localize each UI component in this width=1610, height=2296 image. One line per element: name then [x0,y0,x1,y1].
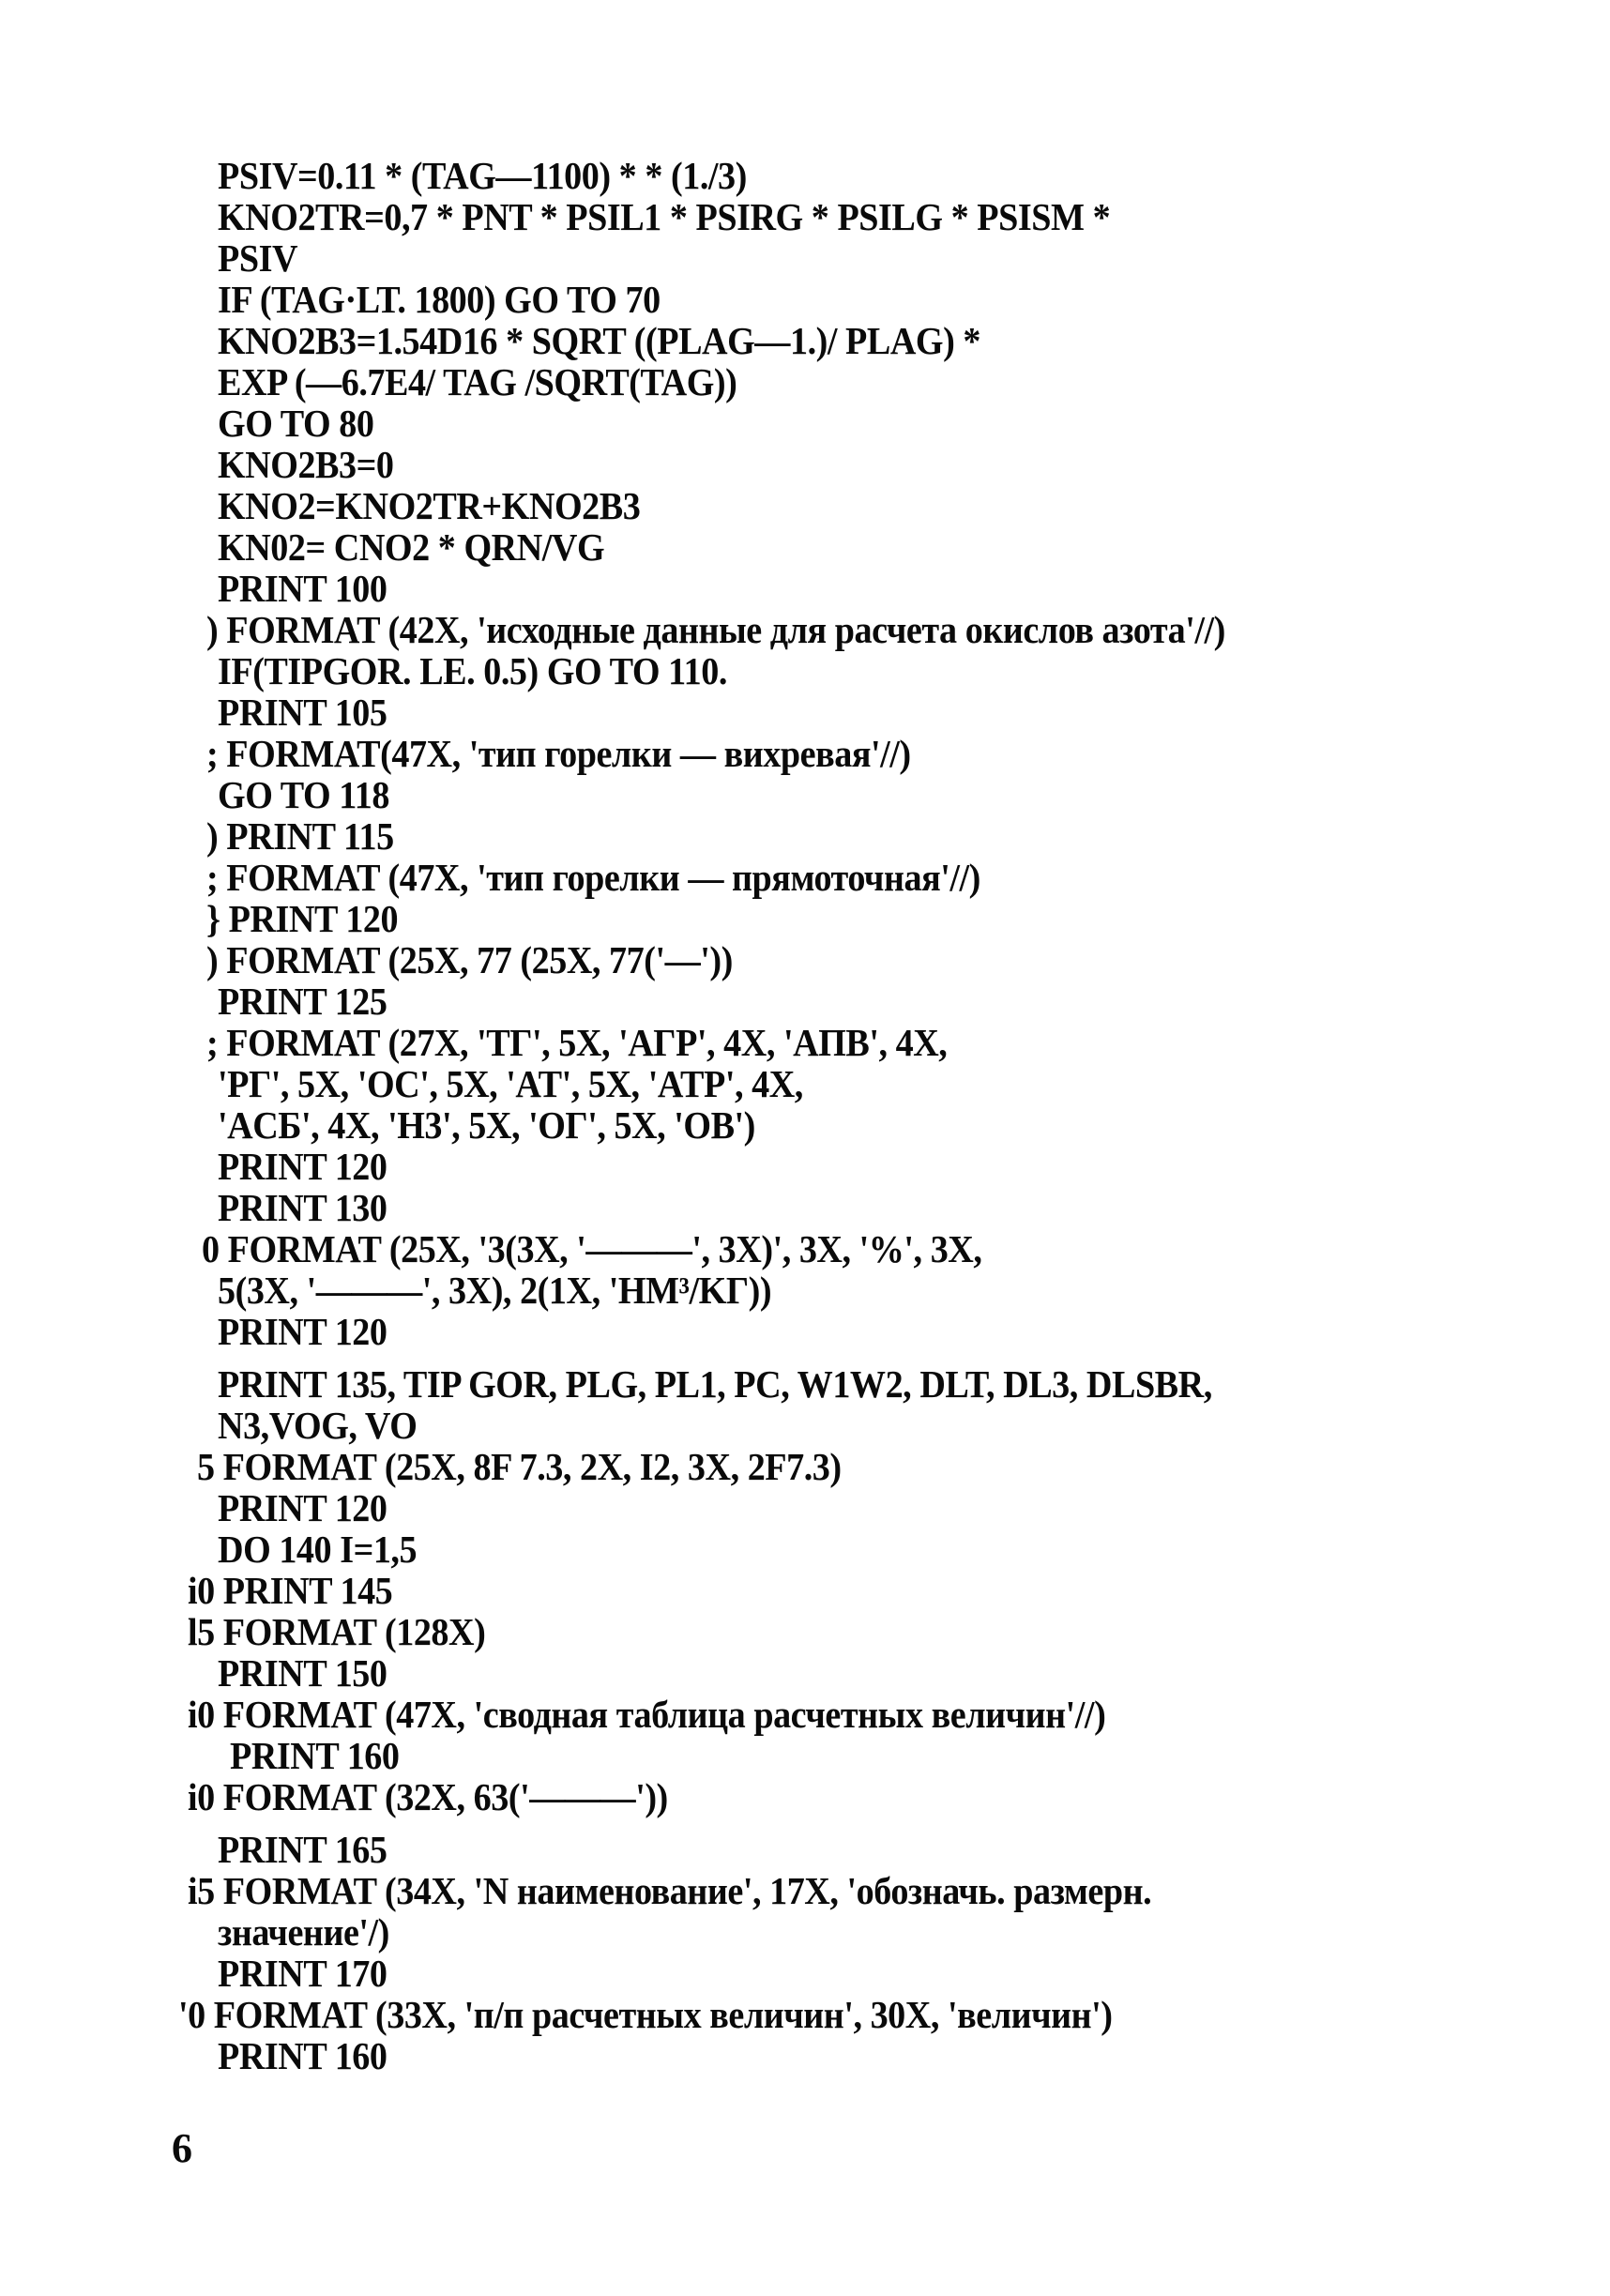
code-line: KNO2B3=0 [218,443,394,486]
code-line: 'PГ', 5X, 'OC', 5X, 'AT', 5X, 'ATP', 4X, [218,1062,803,1105]
code-line: l5 FORMAT (128X) [188,1610,486,1653]
code-line: PRINT 125 [218,980,387,1023]
code-line: ) PRINT 115 [206,814,394,858]
code-line: i0 PRINT 145 [188,1569,393,1612]
code-line: GO TO 118 [218,773,390,816]
code-line: PRINT 130 [218,1186,387,1229]
code-line: '0 FORMAT (33X, 'п/п расчетных величин', 30X, 'величин') [178,1993,1113,2036]
code-line: IF (TAG·LT. 1800) GO TO 70 [218,278,661,321]
code-line: N3,VOG, VO [218,1404,418,1447]
code-line: KNO2B3=1.54D16 * SQRT ((PLAG—1.)/ PLAG) * [218,319,981,362]
code-line: PSIV [218,236,298,280]
code-line: PRINT 120 [218,1486,387,1529]
code-line: KNO2TR=0,7 * PNT * PSIL1 * PSIRG * PSILG * PSISM * [218,195,1111,238]
code-line: PRINT 150 [218,1651,387,1695]
code-line: KN02= CNO2 * QRN/VG [218,525,605,569]
code-line: ; FORMAT (47X, 'тип горелки — прямоточная'//) [206,856,980,899]
code-line: PRINT 105 [218,691,387,734]
code-line: GO TO 80 [218,402,374,445]
code-line: PSIV=0.11 * (TAG—1100) * * (1./3) [218,154,747,197]
code-line: i5 FORMAT (34X, 'N наименование', 17X, 'обозначь. размерн. [188,1869,1152,1912]
code-line: } PRINT 120 [206,897,399,940]
code-line: PRINT 120 [218,1145,387,1188]
code-line: значение'/) [218,1910,389,1954]
code-line: IF(TIPGOR. LE. 0.5) GO TO 110. [218,649,727,692]
code-line: 5 FORMAT (25X, 8F 7.3, 2X, I2, 3X, 2F7.3) [197,1445,842,1488]
code-line: 0 FORMAT (25X, '3(3X, '———', 3X)', 3X, '%', 3X, [202,1227,982,1270]
code-line: PRINT 165 [218,1828,387,1871]
code-line: 'ACБ', 4X, 'H3', 5X, 'OГ', 5X, 'OB') [218,1103,755,1147]
code-line: EXP (—6.7E4/ TAG /SQRT(TAG)) [218,360,737,403]
code-line: PRINT 135, TIP GOR, PLG, PL1, PC, W1W2, DLT, DL3, DLSBR, [218,1362,1212,1406]
code-line: ; FORMAT(47X, 'тип горелки — вихревая'//) [206,732,911,775]
code-line: PRINT 160 [218,2034,387,2077]
code-line: PRINT 120 [218,1310,387,1353]
code-line: 5(3X, '———', 3X), 2(1X, 'HM³/KГ)) [218,1269,772,1312]
page-number: 6 [172,2125,192,2171]
code-line: KNO2=KNO2TR+KNO2B3 [218,484,641,527]
code-line: ) FORMAT (25X, 77 (25X, 77('—')) [206,938,733,981]
code-line: PRINT 100 [218,567,387,610]
code-line: ; FORMAT (27X, 'TГ', 5X, 'AГP', 4X, 'AПB', 4X, [206,1021,948,1064]
code-line: DO 140 I=1,5 [218,1528,418,1571]
code-line: ) FORMAT (42X, 'исходные данные для расчета окислов азота'//) [206,608,1225,651]
code-line: PRINT 170 [218,1952,387,1995]
code-line: i0 FORMAT (32X, 63('———')) [188,1775,668,1818]
code-line: PRINT 160 [230,1734,400,1777]
code-line: i0 FORMAT (47X, 'сводная таблица расчетных величин'//) [188,1693,1106,1736]
